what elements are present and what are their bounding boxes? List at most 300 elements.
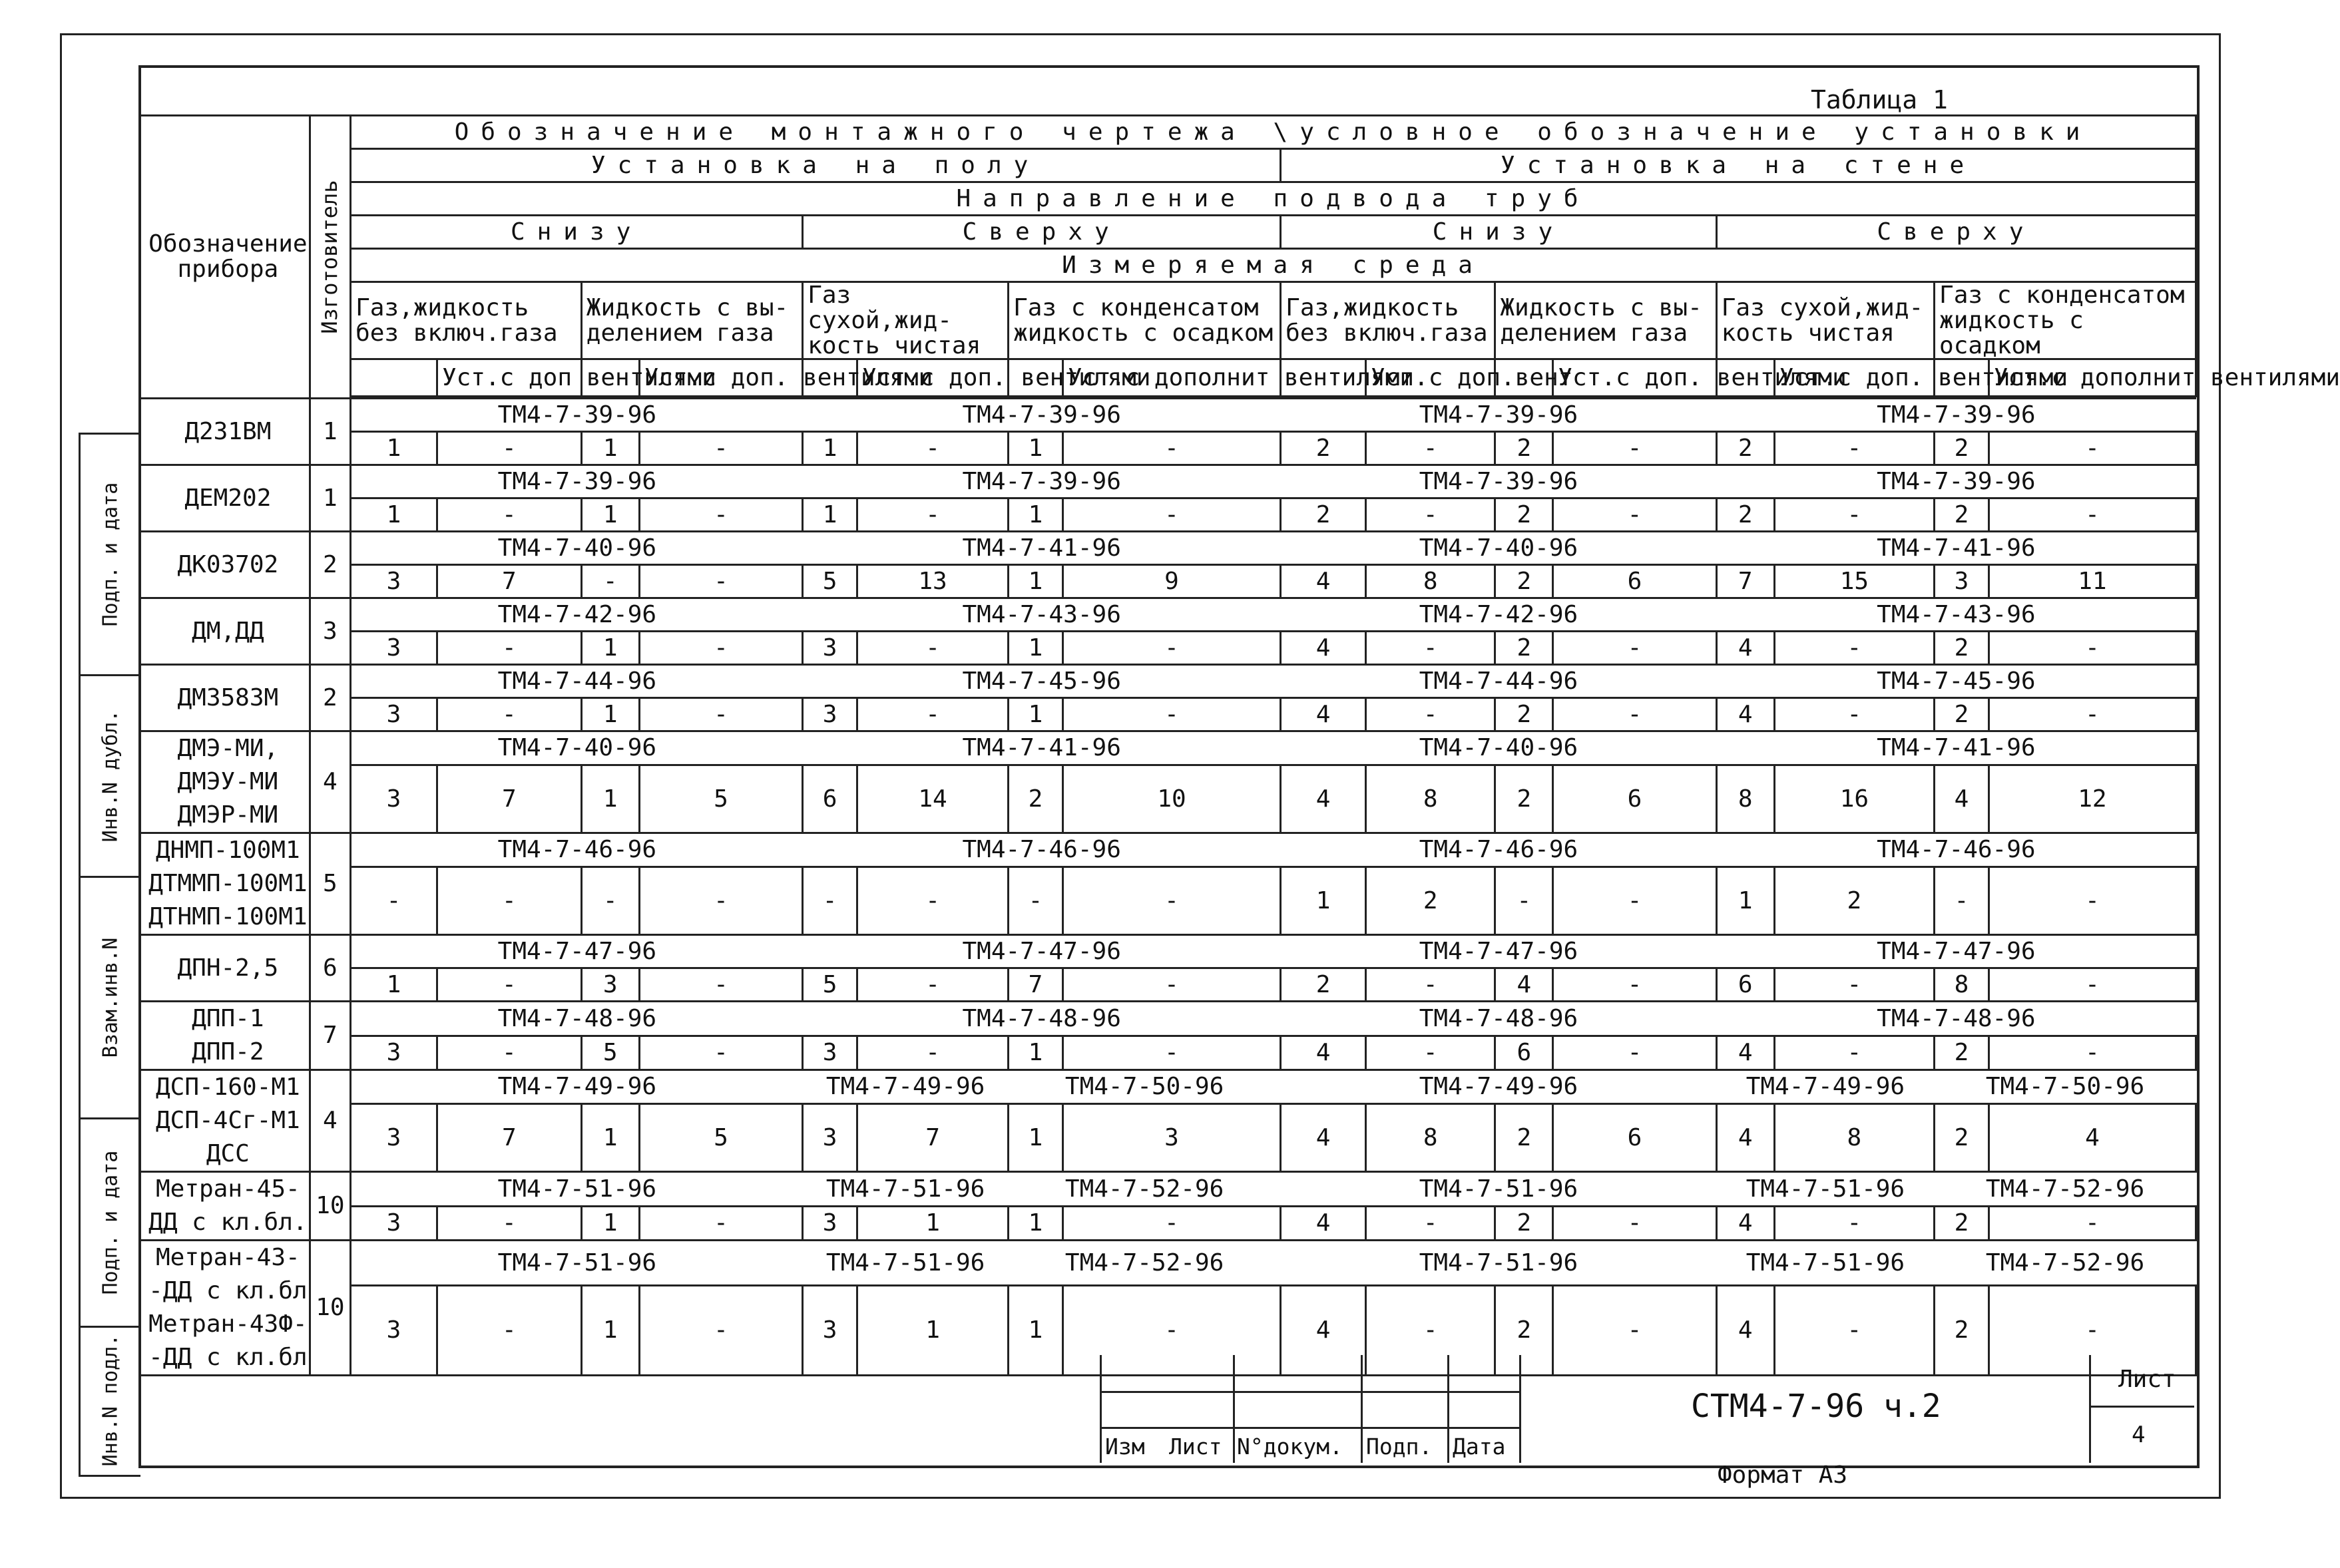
device-name: Д231ВМ — [140, 399, 310, 465]
value-cell: - — [581, 565, 639, 598]
value-cell: - — [857, 1036, 1009, 1070]
value-cell: 1 — [581, 698, 639, 731]
value-cell: 4 — [1716, 1036, 1774, 1070]
value-cell: - — [1553, 698, 1716, 731]
table-row — [140, 1172, 2196, 1207]
drawing-code: ТМ4-7-39-96 — [351, 465, 803, 498]
table-row — [140, 565, 2196, 598]
value-cell: 4 — [1281, 565, 1366, 598]
table-row — [140, 632, 2196, 665]
value-cell: 10 — [1062, 765, 1280, 833]
drawing-code: ТМ4-7-41-96 — [1716, 731, 2196, 765]
value-cell: - — [437, 632, 581, 665]
value-cell: 14 — [857, 765, 1009, 833]
value-cell: - — [639, 1036, 802, 1070]
value-cell: - — [1989, 968, 2196, 1002]
value-cell: - — [1774, 698, 1934, 731]
value-cell: - — [1062, 632, 1280, 665]
device-header: Обозначение прибора — [140, 116, 310, 399]
manufacturer-header: Изготовитель — [310, 116, 350, 399]
side-cell-orig-inv: Инв.N подл. — [99, 1334, 122, 1467]
manufacturer-code: 1 — [310, 465, 350, 532]
value-cell: - — [1009, 867, 1063, 935]
value-cell: - — [1062, 432, 1280, 465]
value-cell: - — [1935, 867, 1989, 935]
drawing-code: ТМ4-7-39-96 — [1281, 465, 1717, 498]
value-cell: - — [437, 498, 581, 532]
value-cell: - — [639, 1206, 802, 1241]
valve-cell: Уст.с доп.вент — [1366, 359, 1495, 397]
value-cell: 5 — [803, 565, 857, 598]
value-cell: 7 — [1716, 565, 1774, 598]
value-cell: 2 — [1495, 632, 1553, 665]
document-code: СТМ4-7-96 ч.2 — [1691, 1388, 1941, 1425]
drawing-code: ТМ4-7-44-96 — [351, 665, 803, 698]
value-cell: 2 — [1495, 1286, 1553, 1376]
drawing-code: ТМ4-7-41-96 — [1716, 532, 2196, 565]
table-row — [140, 1104, 2196, 1172]
drawing-code: ТМ4-7-51-96 — [351, 1172, 803, 1207]
value-cell: - — [803, 867, 857, 935]
medium-cell: Жидкость с вы- делением газа — [581, 282, 802, 359]
value-cell: 8 — [1774, 1104, 1934, 1172]
medium-cell: Жидкость с вы- делением газа — [1495, 282, 1716, 359]
drawing-code: ТМ4-7-46-96 — [1716, 833, 2196, 867]
value-cell: - — [857, 498, 1009, 532]
table-row — [140, 598, 2196, 632]
medium-cell: Газ,жидкость без включ.газа — [351, 282, 582, 359]
value-cell: - — [1774, 1036, 1934, 1070]
drawing-code: ТМ4-7-49-96 — [351, 1070, 803, 1104]
value-cell: 3 — [1935, 565, 1989, 598]
value-cell: 6 — [803, 765, 857, 833]
valve-cell: Уст.с доп. вентилями — [857, 359, 1009, 397]
value-cell: 2 — [1495, 765, 1553, 833]
manufacturer-code: 2 — [310, 532, 350, 598]
value-cell: 2 — [1935, 1104, 1989, 1172]
manufacturer-code: 6 — [310, 935, 350, 1002]
value-cell: 2 — [1935, 1036, 1989, 1070]
value-cell: 2 — [1281, 498, 1366, 532]
value-cell: - — [1062, 698, 1280, 731]
value-cell: 2 — [1935, 1286, 1989, 1376]
drawing-code: ТМ4-7-39-96 — [351, 399, 803, 432]
value-cell: - — [639, 867, 802, 935]
value-cell: 8 — [1366, 565, 1495, 598]
value-cell: - — [857, 867, 1009, 935]
value-cell: 12 — [1989, 765, 2196, 833]
value-cell: - — [1989, 1206, 2196, 1241]
value-cell: - — [857, 632, 1009, 665]
device-name: ДНМП-100М1 ДТММП-100М1 ДТНМП-100М1 — [140, 833, 310, 935]
valve-cell: Уст.с доп. вентилями — [1553, 359, 1716, 397]
drawing-code: ТМ4-7-42-96 — [351, 598, 803, 632]
sheet-format: Формат А3 — [1718, 1462, 1848, 1489]
drawing-code: ТМ4-7-43-96 — [1716, 598, 2196, 632]
device-name: ДЕМ202 — [140, 465, 310, 532]
value-cell: 6 — [1716, 968, 1774, 1002]
value-cell: 2 — [1935, 698, 1989, 731]
value-cell: - — [1495, 867, 1553, 935]
table-row — [140, 465, 2196, 498]
drawing-code: ТМ4-7-47-96 — [1716, 935, 2196, 968]
value-cell: 13 — [857, 565, 1009, 598]
drawing-code: ТМ4-7-52-96 — [1935, 1172, 2196, 1207]
value-cell: 4 — [1716, 1104, 1774, 1172]
value-cell: - — [1366, 632, 1495, 665]
value-cell: 1 — [1281, 867, 1366, 935]
value-cell: 3 — [1062, 1104, 1280, 1172]
value-cell: 5 — [581, 1036, 639, 1070]
drawing-code: ТМ4-7-47-96 — [351, 935, 803, 968]
value-cell: - — [1062, 1206, 1280, 1241]
medium-cell: Газ сухой,жид- кость чистая — [1716, 282, 1934, 359]
value-cell: - — [437, 1286, 581, 1376]
value-cell: 3 — [803, 1104, 857, 1172]
value-cell: 3 — [351, 565, 437, 598]
value-cell: - — [1553, 867, 1716, 935]
drawing-code: ТМ4-7-44-96 — [1281, 665, 1717, 698]
drawing-code: ТМ4-7-52-96 — [1009, 1172, 1281, 1207]
value-cell: 3 — [351, 698, 437, 731]
value-cell: - — [437, 698, 581, 731]
value-cell: 2 — [1009, 765, 1063, 833]
value-cell: 1 — [1009, 1036, 1063, 1070]
value-cell: - — [1366, 1036, 1495, 1070]
side-cell-dup-inv: Инв.N дубл. — [81, 676, 140, 878]
side-strip — [79, 433, 140, 1477]
manufacturer-code: 2 — [310, 665, 350, 731]
manufacturer-code: 4 — [310, 1070, 350, 1172]
value-cell: 4 — [1281, 765, 1366, 833]
value-cell: - — [1062, 867, 1280, 935]
value-cell: - — [1774, 1286, 1934, 1376]
value-cell: - — [857, 698, 1009, 731]
drawing-code: ТМ4-7-51-96 — [803, 1172, 1009, 1207]
value-cell: 5 — [803, 968, 857, 1002]
value-cell: 2 — [1495, 565, 1553, 598]
value-cell: - — [437, 432, 581, 465]
value-cell: 4 — [1935, 765, 1989, 833]
value-cell: - — [1062, 498, 1280, 532]
drawing-code: ТМ4-7-50-96 — [1009, 1070, 1281, 1104]
value-cell: 2 — [1935, 498, 1989, 532]
device-name: ДПН-2,5 — [140, 935, 310, 1002]
value-cell: 1 — [581, 1104, 639, 1172]
value-cell: - — [639, 1286, 802, 1376]
value-cell: - — [639, 565, 802, 598]
table-row — [140, 731, 2196, 765]
floor-top-header: Сверху — [803, 216, 1281, 249]
drawing-code: ТМ4-7-39-96 — [803, 399, 1281, 432]
value-cell: 7 — [437, 765, 581, 833]
valve-cell: Уст.с доп вентилями — [437, 359, 581, 397]
value-cell: - — [1774, 1206, 1934, 1241]
value-cell: 9 — [1062, 565, 1280, 598]
value-cell: 3 — [351, 1286, 437, 1376]
value-cell: 16 — [1774, 765, 1934, 833]
drawing-code: ТМ4-7-39-96 — [1281, 399, 1717, 432]
drawing-code: ТМ4-7-45-96 — [803, 665, 1281, 698]
value-cell: 4 — [1716, 1286, 1774, 1376]
value-cell: 4 — [1281, 698, 1366, 731]
table-row — [140, 1206, 2196, 1241]
value-cell: 4 — [1716, 632, 1774, 665]
value-cell: 7 — [1009, 968, 1063, 1002]
value-cell: 1 — [581, 1206, 639, 1241]
manufacturer-code: 3 — [310, 598, 350, 665]
value-cell: - — [1989, 498, 2196, 532]
value-cell: - — [1366, 698, 1495, 731]
drawing-code: ТМ4-7-49-96 — [803, 1070, 1009, 1104]
value-cell: 2 — [1366, 867, 1495, 935]
value-cell: 1 — [351, 968, 437, 1002]
value-cell: 8 — [1366, 765, 1495, 833]
manufacturer-code: 7 — [310, 1002, 350, 1070]
value-cell: 4 — [1281, 1104, 1366, 1172]
value-cell: 2 — [1935, 632, 1989, 665]
table-row — [140, 698, 2196, 731]
drawing-code: ТМ4-7-46-96 — [803, 833, 1281, 867]
value-cell: - — [1553, 498, 1716, 532]
table-row — [140, 665, 2196, 698]
value-cell: 6 — [1553, 1104, 1716, 1172]
value-cell: - — [437, 968, 581, 1002]
device-name: ДМЭ-МИ, ДМЭУ-МИ ДМЭР-МИ — [140, 731, 310, 833]
value-cell: - — [857, 432, 1009, 465]
value-cell: - — [581, 867, 639, 935]
value-cell: 1 — [857, 1206, 1009, 1241]
value-cell: - — [1989, 432, 2196, 465]
value-cell: 2 — [1281, 432, 1366, 465]
value-cell: - — [1553, 1036, 1716, 1070]
value-cell: - — [1062, 1036, 1280, 1070]
drawing-code: ТМ4-7-51-96 — [803, 1241, 1009, 1286]
value-cell: 1 — [1009, 1206, 1063, 1241]
manufacturer-code: 10 — [310, 1172, 350, 1241]
drawing-code: ТМ4-7-42-96 — [1281, 598, 1717, 632]
table-row — [140, 498, 2196, 532]
value-cell: - — [639, 498, 802, 532]
device-name: Метран-45- ДД с кл.бл. — [140, 1172, 310, 1241]
value-cell: - — [639, 698, 802, 731]
value-cell: 6 — [1553, 565, 1716, 598]
value-cell: - — [857, 968, 1009, 1002]
drawing-code: ТМ4-7-48-96 — [1716, 1002, 2196, 1036]
drawing-code: ТМ4-7-39-96 — [803, 465, 1281, 498]
value-cell: 1 — [1009, 1104, 1063, 1172]
table-row — [140, 935, 2196, 968]
table-row — [140, 1002, 2196, 1036]
drawing-code: ТМ4-7-48-96 — [1281, 1002, 1717, 1036]
manufacturer-code: 10 — [310, 1241, 350, 1376]
tb-doc-no: N°докум. — [1237, 1434, 1343, 1460]
value-cell: - — [1989, 1036, 2196, 1070]
value-cell: 1 — [1009, 1286, 1063, 1376]
value-cell: 1 — [1009, 698, 1063, 731]
table-row — [140, 1241, 2196, 1286]
value-cell: - — [1553, 1286, 1716, 1376]
value-cell: 1 — [803, 432, 857, 465]
value-cell: 1 — [581, 765, 639, 833]
value-cell: - — [1366, 1286, 1495, 1376]
value-cell: - — [1553, 432, 1716, 465]
value-cell: - — [1062, 968, 1280, 1002]
value-cell: 1 — [581, 432, 639, 465]
value-cell: 3 — [351, 1104, 437, 1172]
drawing-code: ТМ4-7-39-96 — [1716, 465, 2196, 498]
value-cell: - — [437, 867, 581, 935]
value-cell: 3 — [581, 968, 639, 1002]
drawing-code: ТМ4-7-51-96 — [1281, 1241, 1717, 1286]
value-cell: 2 — [1495, 698, 1553, 731]
value-cell: 11 — [1989, 565, 2196, 598]
table-row — [140, 833, 2196, 867]
value-cell: - — [639, 632, 802, 665]
medium-header: Измеряемая среда — [351, 249, 2196, 282]
value-cell: 3 — [351, 1206, 437, 1241]
designation-header: Обозначение монтажного чертежа \условное обозначение установки — [351, 116, 2196, 149]
manufacturer-code: 4 — [310, 731, 350, 833]
value-cell: 4 — [1989, 1104, 2196, 1172]
value-cell: 5 — [639, 765, 802, 833]
medium-cell: Газ,жидкость без включ.газа — [1281, 282, 1495, 359]
value-cell: - — [1366, 1206, 1495, 1241]
value-cell: 1 — [351, 498, 437, 532]
value-cell: 3 — [803, 1206, 857, 1241]
value-cell: 15 — [1774, 565, 1934, 598]
spacer — [351, 359, 437, 397]
value-cell: - — [1774, 968, 1934, 1002]
side-cell-sign-date-bottom: Подп. и дата — [81, 1119, 140, 1328]
medium-cell: Газ сухой,жид- кость чистая — [803, 282, 1009, 359]
value-cell: 1 — [581, 1286, 639, 1376]
value-cell: 4 — [1495, 968, 1553, 1002]
drawing-code: ТМ4-7-50-96 — [1935, 1070, 2196, 1104]
value-cell: - — [1553, 1206, 1716, 1241]
drawing-code: ТМ4-7-52-96 — [1009, 1241, 1281, 1286]
value-cell: - — [351, 867, 437, 935]
medium-cell: Газ с конденсатом жидкость с осадком — [1935, 282, 2196, 359]
value-cell: 3 — [803, 632, 857, 665]
value-cell: 2 — [1495, 498, 1553, 532]
value-cell: - — [1989, 632, 2196, 665]
value-cell: 2 — [1774, 867, 1934, 935]
value-cell: - — [1366, 498, 1495, 532]
device-table — [138, 114, 2340, 1376]
drawing-code: ТМ4-7-49-96 — [1716, 1070, 1934, 1104]
drawing-code: ТМ4-7-49-96 — [1281, 1070, 1717, 1104]
value-cell: - — [1774, 432, 1934, 465]
value-cell: 6 — [1553, 765, 1716, 833]
drawing-code: ТМ4-7-39-96 — [1716, 399, 2196, 432]
device-name: ДМ3583М — [140, 665, 310, 731]
value-cell: - — [1989, 698, 2196, 731]
value-cell: 3 — [351, 765, 437, 833]
value-cell: - — [1989, 867, 2196, 935]
side-cell-replace-inv: Взам.инв.N — [81, 878, 140, 1119]
pipe-direction-header: Направление подвода труб — [351, 182, 2196, 216]
table-row — [140, 432, 2196, 465]
table-row — [140, 399, 2196, 432]
drawing-code: ТМ4-7-41-96 — [803, 731, 1281, 765]
value-cell: 2 — [1495, 1206, 1553, 1241]
drawing-code: ТМ4-7-48-96 — [351, 1002, 803, 1036]
drawing-code: ТМ4-7-45-96 — [1716, 665, 2196, 698]
value-cell: 4 — [1281, 1286, 1366, 1376]
value-cell: 1 — [803, 498, 857, 532]
manufacturer-code: 1 — [310, 399, 350, 465]
value-cell: - — [1553, 968, 1716, 1002]
value-cell: - — [639, 432, 802, 465]
drawing-code: ТМ4-7-40-96 — [351, 731, 803, 765]
value-cell: - — [1989, 1286, 2196, 1376]
table-row — [140, 532, 2196, 565]
value-cell: 2 — [1495, 1104, 1553, 1172]
drawing-code: ТМ4-7-41-96 — [803, 532, 1281, 565]
table-title: Таблица 1 — [1811, 85, 1948, 114]
tb-izm: Изм — [1105, 1434, 1145, 1460]
valve-cell: Уст.с дополнит вентилями — [1989, 359, 2196, 397]
value-cell: - — [1366, 432, 1495, 465]
value-cell: 2 — [1716, 498, 1774, 532]
drawing-code: ТМ4-7-51-96 — [1281, 1172, 1717, 1207]
drawing-code: ТМ4-7-47-96 — [803, 935, 1281, 968]
valve-cell: Уст.с доп. вентилями — [1774, 359, 1934, 397]
value-cell: 4 — [1281, 632, 1366, 665]
value-cell: 3 — [351, 632, 437, 665]
drawing-code: ТМ4-7-47-96 — [1281, 935, 1717, 968]
value-cell: - — [1366, 968, 1495, 1002]
value-cell: 3 — [351, 1036, 437, 1070]
value-cell: 2 — [1935, 1206, 1989, 1241]
device-name: ДПП-1 ДПП-2 — [140, 1002, 310, 1070]
drawing-code: ТМ4-7-46-96 — [1281, 833, 1717, 867]
floor-header: Установка на полу — [351, 149, 1281, 182]
drawing-code: ТМ4-7-51-96 — [1716, 1172, 1934, 1207]
value-cell: 1 — [1009, 632, 1063, 665]
drawing-code: ТМ4-7-40-96 — [351, 532, 803, 565]
value-cell: - — [639, 968, 802, 1002]
value-cell: 4 — [1716, 698, 1774, 731]
value-cell: 1 — [581, 498, 639, 532]
value-cell: 3 — [803, 1036, 857, 1070]
value-cell: 2 — [1716, 432, 1774, 465]
value-cell: 4 — [1281, 1206, 1366, 1241]
wall-header: Установка на стене — [1281, 149, 2196, 182]
value-cell: 1 — [1009, 565, 1063, 598]
value-cell: - — [1553, 632, 1716, 665]
value-cell: 7 — [437, 565, 581, 598]
table-row — [140, 765, 2196, 833]
value-cell: 8 — [1935, 968, 1989, 1002]
value-cell: 7 — [857, 1104, 1009, 1172]
value-cell: - — [1774, 632, 1934, 665]
value-cell: 4 — [1716, 1206, 1774, 1241]
value-cell: 2 — [1935, 432, 1989, 465]
value-cell: 3 — [803, 1286, 857, 1376]
value-cell: 4 — [1281, 1036, 1366, 1070]
valve-cell: Уст.с доп. вентилями — [639, 359, 802, 397]
tb-sheet-number: 4 — [2132, 1422, 2146, 1448]
floor-bottom-header: Снизу — [351, 216, 803, 249]
table-row — [140, 1036, 2196, 1070]
drawing-code: ТМ4-7-51-96 — [1716, 1241, 1934, 1286]
table-row — [140, 1070, 2196, 1104]
value-cell: 6 — [1495, 1036, 1553, 1070]
value-cell: 2 — [1495, 432, 1553, 465]
value-cell: 1 — [581, 632, 639, 665]
